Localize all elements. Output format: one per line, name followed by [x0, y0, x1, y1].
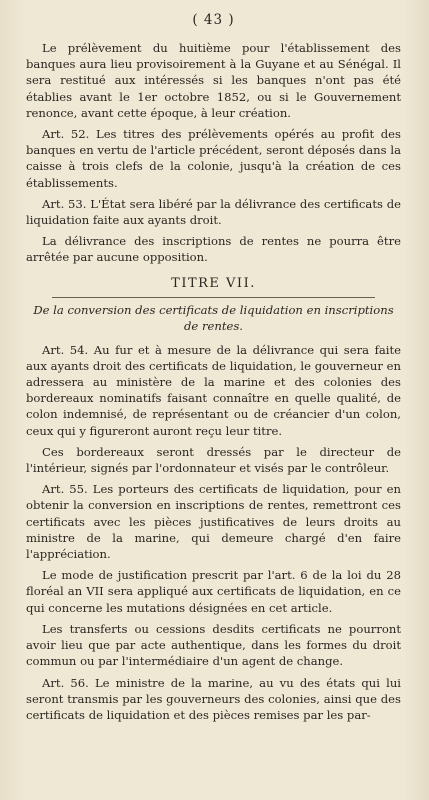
paragraph: Art. 53. L'État sera libéré par la délivrance des certificats de liquidation faite aux ayants droit.	[26, 196, 401, 228]
text-section-before	[26, 40, 401, 266]
page-number: ( 43 )	[192, 12, 235, 28]
paragraph: La délivrance des inscriptions de rentes ne pourra être arrêtée par aucune opposition.	[26, 234, 401, 265]
paragraph: Le prélèvement du huitième pour l'établissement des banques aura lieu provisoirement à la Guyane et au Sénégal. Il sera restitué aux intéressés si les banques n'ont pas été établies avant le 1er octobre 1852, ou si le Gouvernement renonce, avant cette époque, à leur création.	[26, 41, 401, 120]
paragraph: Art. 54. Au fur et à mesure de la délivrance qui sera faite aux ayants droit des certificats de liquidation, le gouverneur en adressera au ministère de la marine et des colonies des bordereaux nominatifs faisant connaître en quelle qualité, de colon indemnisé, de représentant ou de créancier d'un colon, ceux qui y figureront auront reçu leur titre.	[26, 342, 401, 438]
paragraph: Art. 56. Le ministre de la marine, au vu des états qui lui seront transmis par les gouverneurs des colonies, ainsi que des certificats de liquidation et des pièces remises par les par-	[26, 675, 401, 722]
text-section-after	[26, 342, 401, 723]
title-divider	[52, 297, 375, 298]
paragraph: Ces bordereaux seront dressés par le directeur de l'intérieur, signés par l'ordonnateur et visés par le contrôleur.	[26, 444, 401, 476]
paragraph: Le mode de justification prescrit par l'art. 6 de la loi du 28 floréal an VII sera appliqué aux certificats de liquidation, en ce qui concerne les mutations désignées en cet article.	[26, 568, 401, 615]
section-title: TITRE VII.	[171, 275, 256, 291]
paragraph: Art. 55. Les porteurs des certificats de liquidation, pour en obtenir la conversion en inscriptions de rentes, remettront ces certificats avec les pièces justificatives de leurs droits au ministre de la marine, qui demeure chargé d'en faire l'appréciation.	[26, 482, 401, 562]
paragraph: Art. 52. Les titres des prélèvements opérés au profit des banques en vertu de l'article précédent, seront déposés dans la caisse à trois clefs de la colonie, jusqu'à la création de ces établissements.	[26, 127, 401, 190]
paragraph: Les transferts ou cessions desdits certificats ne pourront avoir lieu que par acte authentique, dans les formes du droit commun ou par l'intermédiaire d'un agent de change.	[26, 621, 401, 669]
section-subtitle: De la conversion des certificats de liquidation en inscriptions de rentes.	[33, 302, 394, 333]
